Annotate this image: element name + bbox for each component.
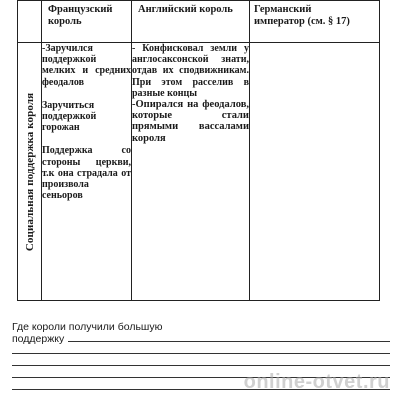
answer-line-2[interactable] — [12, 353, 390, 354]
answer-line-3[interactable] — [12, 365, 390, 366]
header-french-king — [42, 1, 132, 43]
answer-line-1[interactable] — [68, 341, 390, 342]
row-label-cell — [18, 43, 42, 301]
question-line2: поддержку — [12, 333, 65, 345]
header-german-line2: император (см. § 17) — [254, 16, 350, 27]
header-french-line1: Французский — [48, 4, 113, 15]
comparison-table — [17, 0, 380, 301]
english-king-cell — [132, 43, 250, 301]
header-french-line2: король — [48, 16, 82, 27]
english-entry-1: - Конфисковал земли у англосаксонской знати, отдав их сподвижникам. При этом расселив в разные концы — [132, 43, 249, 99]
english-entry-2: -Опирался на феодалов, которые стали прямыми вассалами короля — [132, 99, 249, 144]
row-label-social-support: Социальная поддержка короля — [23, 92, 36, 251]
header-english-king — [132, 1, 250, 43]
french-king-cell — [42, 43, 132, 301]
question-line1: Где короли получили большую — [12, 321, 163, 333]
watermark: online-otvet.ru — [243, 371, 390, 393]
german-emperor-cell[interactable] — [250, 43, 380, 301]
corner-cell — [18, 1, 42, 43]
header-german-line1: Германский — [254, 4, 312, 15]
french-entry-1: -Заручился поддержкой мелких и средних феодалов — [42, 43, 131, 88]
french-entry-2: Заручиться поддержкой горожан — [42, 99, 97, 134]
header-english-label: Английский король — [138, 4, 233, 15]
header-german-emperor — [250, 1, 380, 43]
french-entry-3: Поддержка со стороны церкви, т.к она страдала от произвола сеньоров — [42, 145, 131, 202]
